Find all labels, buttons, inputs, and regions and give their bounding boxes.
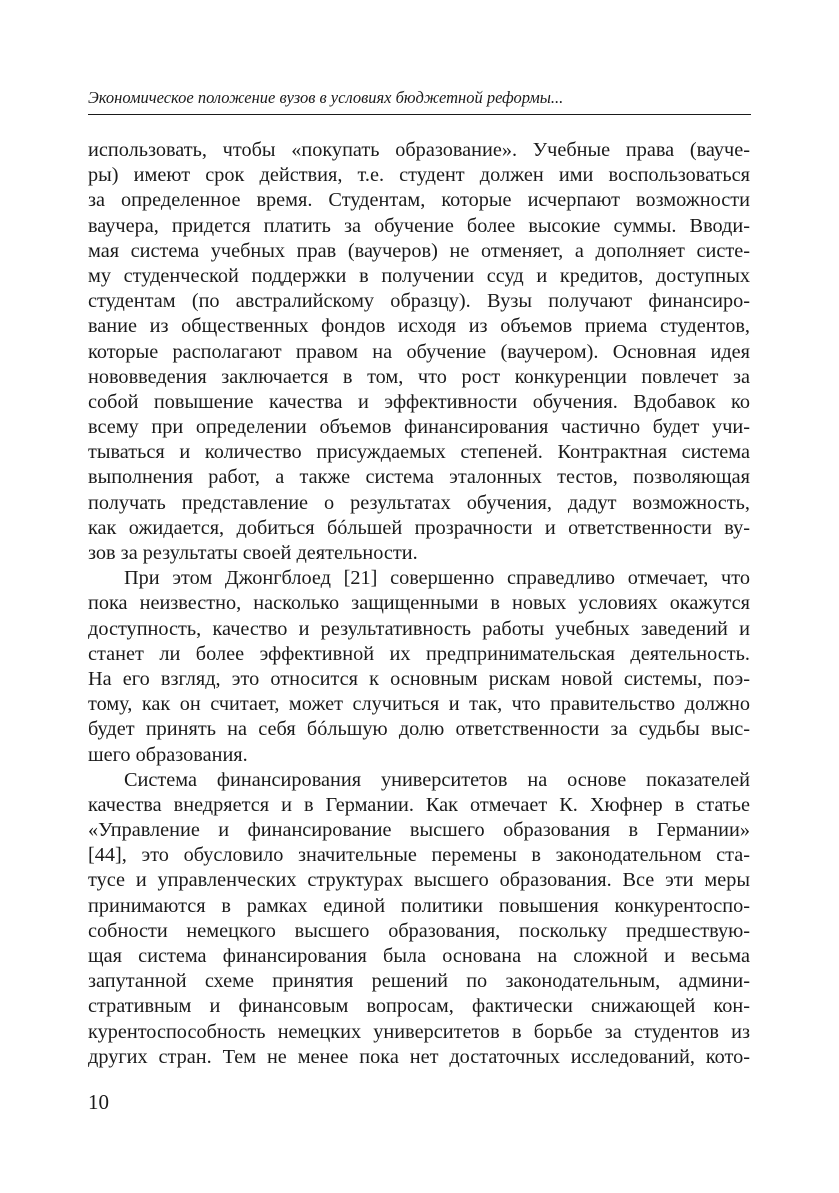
text-line: нововведения заключается в том, что рост конкуренции повлечет за	[88, 365, 750, 388]
body-text	[88, 138, 750, 1070]
text-line: получать представление о результатах обучения, дадут возможность,	[88, 491, 750, 514]
text-line: собой повышение качества и эффективности обучения. Вдобавок ко	[88, 390, 750, 413]
text-line: выполнения работ, а также система эталонных тестов, позволяющая	[88, 466, 750, 489]
text-line: му студенческой поддержки в получении ссуд и кредитов, доступных	[88, 264, 750, 287]
text-line: других стран. Тем не менее пока нет достаточных исследований, кото-	[88, 1045, 750, 1068]
text-line: вание из общественных фондов исходя из объемов приема студентов,	[88, 315, 750, 338]
page-number: 10	[88, 1090, 109, 1114]
paragraph-start-line: При этом Джонгблоед [21] совершенно справедливо отмечает, что	[124, 567, 750, 590]
text-line: использовать, чтобы «покупать образование». Учебные права (вауче-	[88, 139, 750, 161]
text-line: мая система учебных прав (ваучеров) не отменяет, а дополняет систе-	[88, 239, 750, 262]
text-line: стративным и финансовым вопросам, фактически снижающей кон-	[88, 995, 750, 1018]
text-line: ваучера, придется платить за обучение более высокие суммы. Вводи-	[88, 214, 750, 237]
paragraph-end-line: зов за результаты своей деятельности.	[88, 542, 418, 564]
header-rule	[88, 114, 751, 115]
text-line: принимаются в рамках единой политики повышения конкурентоспо-	[88, 894, 750, 917]
text-line: щая система финансирования была основана на сложной и весьма	[88, 945, 750, 967]
paragraph-end-line: шего образования.	[88, 743, 248, 766]
text-line: качества внедряется и в Германии. Как отмечает К. Хюфнер в статье	[88, 793, 750, 816]
text-line: пока неизвестно, насколько защищенными в новых условиях окажутся	[88, 592, 750, 615]
text-line: всему при определении объемов финансирования частично будет учи-	[88, 416, 750, 439]
text-line: тому, как он считает, может случиться и так, что правительство должно	[88, 693, 750, 716]
text-line: которые располагают правом на обучение (ваучером). Основная идея	[88, 340, 750, 363]
paragraph-start-line: Система финансирования университетов на основе показателей	[124, 768, 750, 791]
text-line: [44], это обусловило значительные перемены в законодательном ста-	[88, 844, 750, 867]
text-line: курентоспособность немецких университетов в борьбе за студентов из	[88, 1020, 750, 1043]
text-line: за определенное время. Студентам, которые исчерпают возможности	[88, 189, 750, 212]
text-line: собности немецкого высшего образования, поскольку предшествую-	[88, 919, 750, 942]
text-line: На его взгляд, это относится к основным рискам новой системы, поэ-	[88, 667, 750, 690]
text-line: будет принять на себя бóльшую долю ответственности за судьбы выс-	[88, 718, 750, 741]
text-line: студентам (по австралийскому образцу). Вузы получают финансиро-	[88, 290, 750, 313]
text-line: как ожидается, добиться бóльшей прозрачности и ответственности ву-	[88, 516, 750, 539]
text-line: запутанной схеме принятия решений по законодательным, админи-	[88, 970, 750, 993]
text-line: «Управление и финансирование высшего образования в Германии»	[88, 819, 750, 842]
text-line: тусе и управленческих структурах высшего образования. Все эти меры	[88, 869, 750, 892]
text-line: тываться и количество присуждаемых степеней. Контрактная система	[88, 441, 750, 464]
text-line: станет ли более эффективной их предпринимательская деятельность.	[88, 642, 750, 665]
text-line: ры) имеют срок действия, т.е. студент должен ими воспользоваться	[88, 164, 750, 187]
text-line: доступность, качество и результативность работы учебных заведений и	[88, 617, 750, 640]
running-header: Экономическое положение вузов в условиях бюджетной реформы...	[88, 88, 564, 107]
